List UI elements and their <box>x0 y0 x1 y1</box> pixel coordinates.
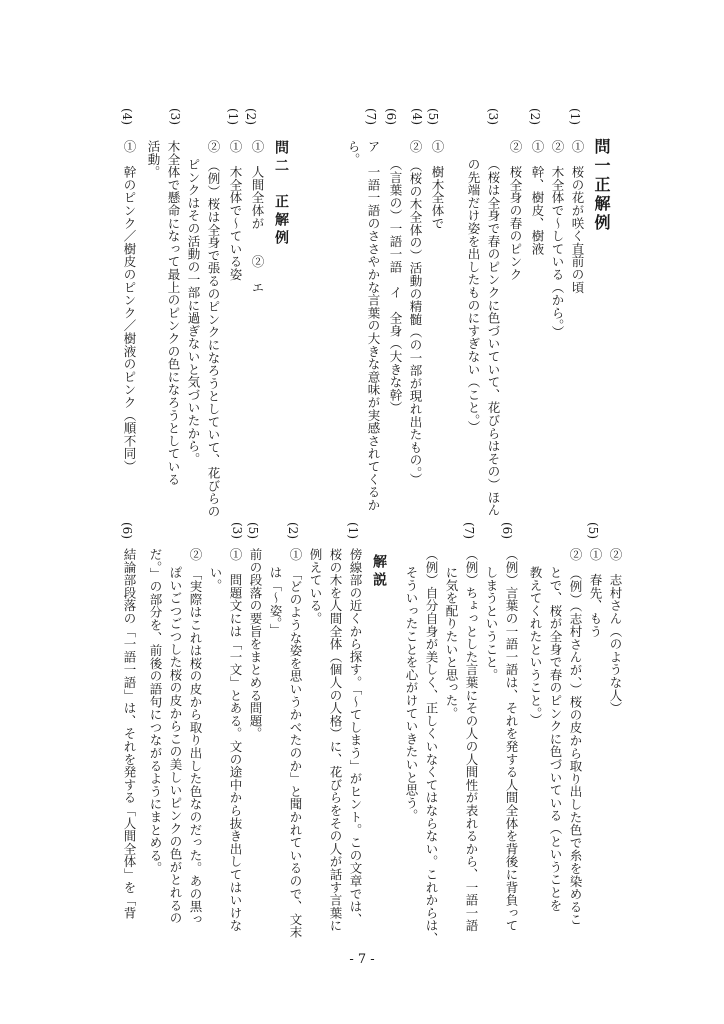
item-number: (1) <box>226 108 240 125</box>
section-heading-mondai2: 問二 正解例 <box>273 140 289 248</box>
explanation-line: は「～姿。」 <box>268 566 283 637</box>
answer-line: ② （例）（志村さんが、）桜の皮から取り出した色で糸を染めるこ <box>568 548 583 927</box>
answer-line: 活動。 <box>146 140 161 179</box>
answer-line: ア 一語一語のささやかな言葉の大きな意味が実感されてくるか <box>366 140 381 512</box>
answer-line: ② 桜全身の春のピンク <box>508 140 523 281</box>
item-number: (3) <box>230 522 244 539</box>
answer-line: （桜は全身で春のピンクに色づいていて、花びらはその）ほん <box>486 158 501 517</box>
answer-line: とで、桜が全身で春のピンクに色づいている（ということを <box>548 566 563 912</box>
answer-line: ① 木全体で～ている姿 <box>228 140 243 281</box>
item-number: (6) <box>120 522 134 539</box>
answer-line: （例）自分自身が美しく、正しくいなくてはならない。これからは、 <box>424 548 439 945</box>
answer-line: そういったことを心がけていきたいと思う。 <box>404 566 419 822</box>
explanation-line: だ。」の部分を、前後の語句につながるようにまとめる。 <box>148 548 163 875</box>
answer-line: ら。 <box>346 140 361 166</box>
explanation-line: ② 「実際はこれは桜の皮から取り出した色なのだった。あの黒っ <box>188 548 203 926</box>
item-number: (3) <box>168 108 182 125</box>
item-number: (3) <box>486 108 500 125</box>
item-number: (1) <box>346 522 360 539</box>
explanation-line: 例えている。 <box>308 548 323 625</box>
item-number: (7) <box>364 108 378 125</box>
explanation-line: 傍線部の近くから探す。「～てしまう」がヒント。この文章では、 <box>348 548 363 926</box>
answer-line: （言葉の）一語一語 イ 全身（大きな幹） <box>388 158 403 414</box>
explanation-line: ① 「どのような姿を思いうかべたのか」と聞かれているので、文末 <box>288 548 303 939</box>
explanation-line: 前の段落の要旨をまとめる問題。 <box>248 548 263 740</box>
answer-line: ピンクはその活動の一部に過ぎないと気づいたから。 <box>186 158 201 466</box>
answer-line: 木全体で懸命になって最上のピンクの色になろうとしている <box>166 140 181 486</box>
section-heading-kaisetsu: 解説 <box>371 554 387 590</box>
item-number: (5) <box>586 522 600 539</box>
explanation-line: ① 問題文には「一文」とある。文の途中から抜き出してはいけな <box>228 548 243 932</box>
answer-line: しまうということ。 <box>484 566 499 682</box>
answer-line: に気を配りたいと思った。 <box>444 566 459 720</box>
explanation-line: ぽいごつごつした桜の皮からこの美しいピンクの色がとれるの <box>168 566 183 925</box>
answer-line: ① 人間全体が ② エ <box>250 140 265 294</box>
item-number: (4) <box>410 108 424 125</box>
page-number: - 7 - <box>349 952 375 967</box>
answer-line: 教えてくれたということ。） <box>528 566 543 727</box>
answer-line: ① 桜の花が咲く直前の頃 <box>570 140 585 294</box>
answer-line: ② （例）桜は全身で張るのピンクになろうとしていて、花びらの <box>206 140 221 518</box>
item-number: (5) <box>426 108 440 125</box>
answer-line: （例）言葉の一語一語は、それを発する人間全体を背後に背負って <box>504 548 519 932</box>
item-number: (2) <box>286 522 300 539</box>
answer-line: ① 春先、もう <box>588 548 603 638</box>
answer-line: ② 志村さん（のような人） <box>608 548 623 715</box>
answer-line: ① 幹、樹皮、樹液 <box>530 140 545 256</box>
explanation-line: 桜の木を人間全体（個人の人格）に、花びらをその人が話す言葉に <box>328 548 343 932</box>
answer-line: ① 幹のピンク／樹皮のピンク／樹液のピンク（順不同） <box>122 140 137 473</box>
item-number: (2) <box>528 108 542 125</box>
item-number: (2) <box>244 108 258 125</box>
item-number: (6) <box>384 108 398 125</box>
item-number: (4) <box>120 108 134 125</box>
answer-line: ② （桜の木全体の）活動の精髄（の一部が現れ出たもの。） <box>408 140 423 486</box>
answer-line: ① 樹木全体で <box>430 140 445 230</box>
answer-line: ② 木全体で～している（から。） <box>550 140 565 339</box>
section-heading-mondai1: 問一正解例 <box>592 138 611 233</box>
item-number: (7) <box>462 522 476 539</box>
explanation-line: い。 <box>208 566 223 592</box>
answer-line: （例）ちょっとした言葉にその人の人間性が表れるから、一語一語 <box>464 548 479 932</box>
explanation-line: 結論部段落の「一語一語」は、それを発する「人間全体」を「背 <box>122 548 137 920</box>
item-number: (1) <box>568 108 582 125</box>
item-number: (6) <box>500 522 514 539</box>
answer-line: の先端だけ姿を出したものにすぎない（こと。） <box>466 158 481 434</box>
item-number: (5) <box>246 522 260 539</box>
